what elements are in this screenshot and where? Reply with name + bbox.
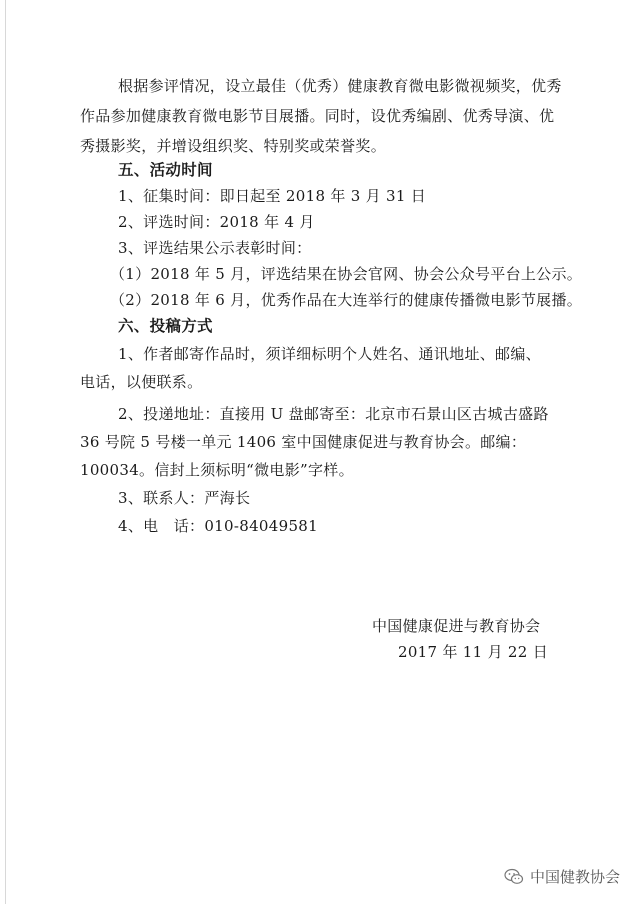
submission-item-1-line-2: 电话，以便联系。 bbox=[80, 373, 203, 391]
paragraph-line-1: 根据参评情况，设立最佳（优秀）健康教育微电影微视频奖，优秀 bbox=[118, 77, 562, 95]
announcement-item-2: （2）2018 年 6 月，优秀作品在大连举行的健康传播微电影节展播。 bbox=[110, 291, 583, 309]
selection-time: 2、评选时间：2018 年 4 月 bbox=[118, 213, 315, 231]
submission-address-line-2: 36 号院 5 号楼一单元 1406 室中国健康促进与教育协会。邮编： bbox=[80, 433, 527, 451]
watermark-text: 中国健教协会 bbox=[530, 868, 621, 886]
submission-address-line-1: 2、投递地址：直接用 U 盘邮寄至：北京市石景山区古城古盛路 bbox=[118, 405, 549, 423]
page-left-border bbox=[5, 0, 6, 904]
contact-phone: 4、电 话：010-84049581 bbox=[118, 517, 318, 535]
section-heading-submission: 六、投稿方式 bbox=[118, 317, 213, 335]
submission-item-1-line-1: 1、作者邮寄作品时，须详细标明个人姓名、通讯地址、邮编、 bbox=[118, 345, 541, 363]
collection-time: 1、征集时间：即日起至 2018 年 3 月 31 日 bbox=[118, 187, 427, 205]
contact-person: 3、联系人：严海长 bbox=[118, 489, 251, 507]
paragraph-line-2: 作品参加健康教育微电影节目展播。同时，设优秀编剧、优秀导演、优 bbox=[80, 107, 555, 125]
wechat-icon bbox=[504, 868, 524, 886]
signature-organization: 中国健康促进与教育协会 bbox=[372, 617, 541, 635]
announcement-item-1: （1）2018 年 5 月，评选结果在协会官网、协会公众号平台上公示。 bbox=[110, 265, 583, 283]
submission-address-line-3: 100034。信封上须标明“微电影”字样。 bbox=[80, 461, 354, 479]
announcement-time: 3、评选结果公示表彰时间： bbox=[118, 239, 312, 257]
signature-date: 2017 年 11 月 22 日 bbox=[398, 643, 548, 661]
section-heading-activity-time: 五、活动时间 bbox=[118, 161, 213, 179]
wechat-watermark bbox=[504, 866, 620, 887]
paragraph-line-3: 秀摄影奖，并增设组织奖、特别奖或荣誉奖。 bbox=[80, 137, 387, 155]
